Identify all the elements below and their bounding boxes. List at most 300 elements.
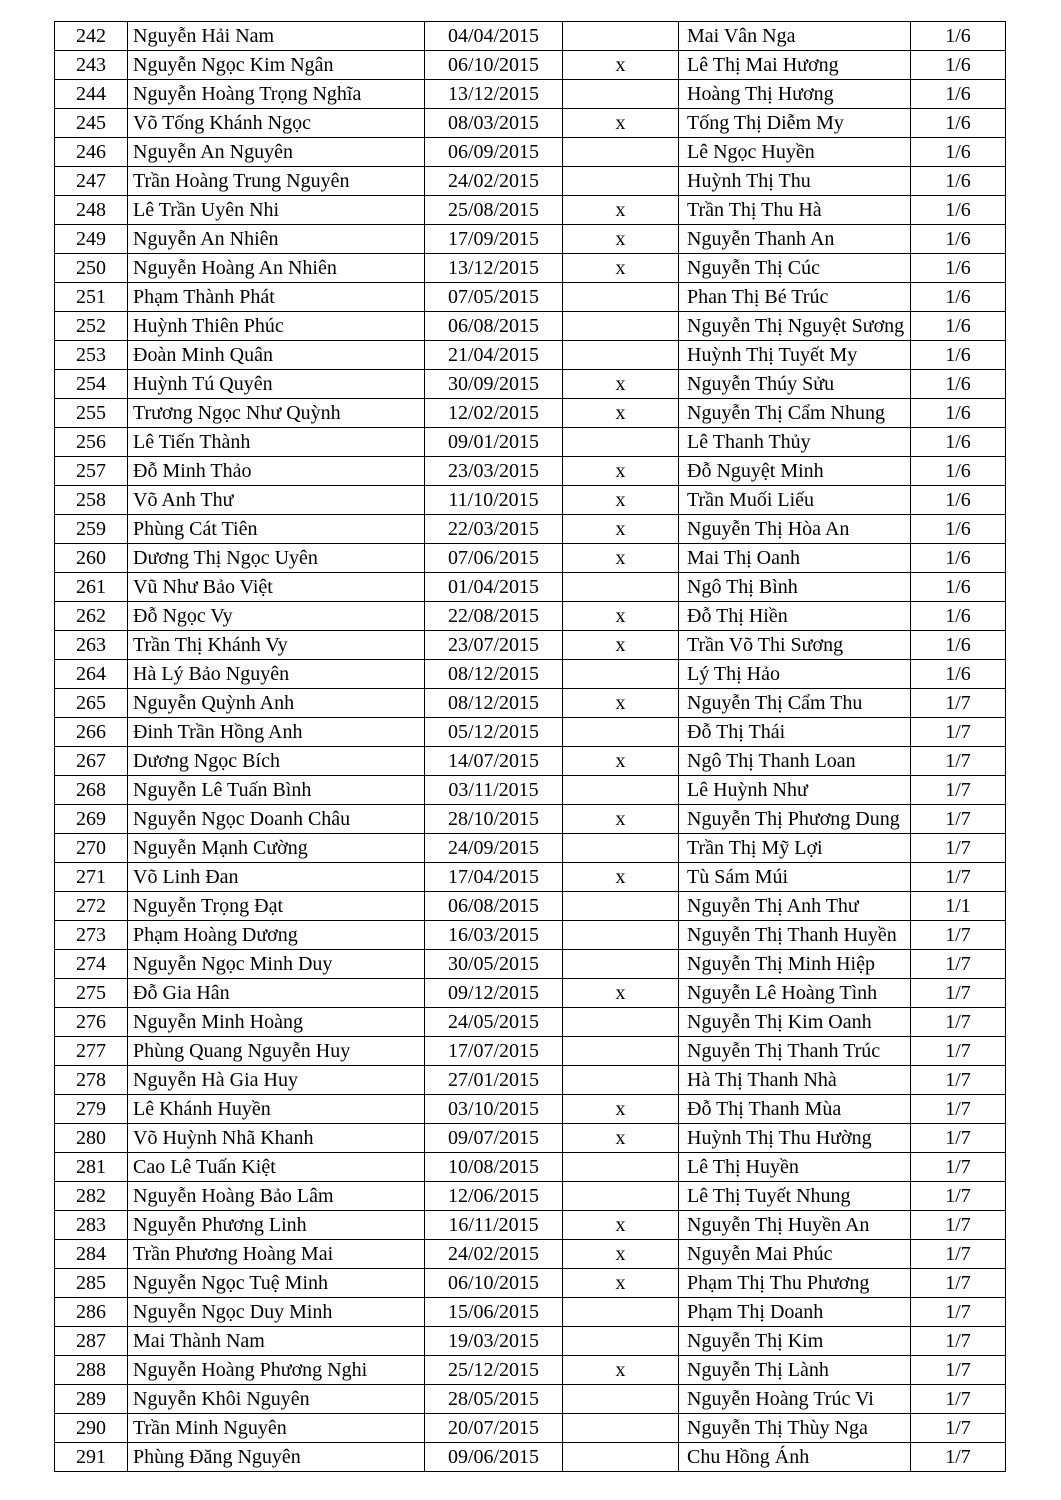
parent-name: Lê Thanh Thủy (679, 428, 911, 457)
table-row (55, 457, 1006, 486)
birth-date: 24/02/2015 (425, 167, 563, 196)
table-row (55, 515, 1006, 544)
table-row (55, 167, 1006, 196)
parent-name: Mai Thị Oanh (679, 544, 911, 573)
parent-name: Nguyễn Thị Thanh Trúc (679, 1037, 911, 1066)
row-number: 255 (55, 399, 128, 428)
student-name: Đỗ Gia Hân (128, 979, 425, 1008)
student-name: Phùng Đăng Nguyên (128, 1443, 425, 1472)
row-number: 267 (55, 747, 128, 776)
row-number: 253 (55, 341, 128, 370)
birth-date: 08/03/2015 (425, 109, 563, 138)
row-number: 265 (55, 689, 128, 718)
female-mark: x (563, 602, 679, 631)
table-row (55, 689, 1006, 718)
birth-date: 16/03/2015 (425, 921, 563, 950)
class-name: 1/7 (911, 1269, 1006, 1298)
row-number: 287 (55, 1327, 128, 1356)
student-name: Trần Thị Khánh Vy (128, 631, 425, 660)
female-mark (563, 1443, 679, 1472)
birth-date: 22/08/2015 (425, 602, 563, 631)
row-number: 257 (55, 457, 128, 486)
female-mark (563, 312, 679, 341)
class-name: 1/7 (911, 747, 1006, 776)
parent-name: Huỳnh Thị Thu (679, 167, 911, 196)
parent-name: Lê Thị Huyền (679, 1153, 911, 1182)
birth-date: 09/07/2015 (425, 1124, 563, 1153)
birth-date: 06/08/2015 (425, 312, 563, 341)
student-name: Nguyễn Hoàng Trọng Nghĩa (128, 80, 425, 109)
parent-name: Nguyễn Mai Phúc (679, 1240, 911, 1269)
row-number: 242 (55, 22, 128, 51)
birth-date: 25/12/2015 (425, 1356, 563, 1385)
female-mark (563, 660, 679, 689)
parent-name: Lê Thị Tuyết Nhung (679, 1182, 911, 1211)
birth-date: 12/02/2015 (425, 399, 563, 428)
class-name: 1/6 (911, 573, 1006, 602)
class-name: 1/7 (911, 1298, 1006, 1327)
row-number: 245 (55, 109, 128, 138)
row-number: 256 (55, 428, 128, 457)
row-number: 284 (55, 1240, 128, 1269)
female-mark: x (563, 1095, 679, 1124)
female-mark: x (563, 109, 679, 138)
parent-name: Nguyễn Hoàng Trúc Vi (679, 1385, 911, 1414)
row-number: 288 (55, 1356, 128, 1385)
student-name: Đinh Trần Hồng Anh (128, 718, 425, 747)
student-name: Trần Minh Nguyên (128, 1414, 425, 1443)
student-name: Trần Hoàng Trung Nguyên (128, 167, 425, 196)
parent-name: Đỗ Nguyệt Minh (679, 457, 911, 486)
class-name: 1/6 (911, 312, 1006, 341)
table-row (55, 544, 1006, 573)
birth-date: 27/01/2015 (425, 1066, 563, 1095)
parent-name: Lê Ngọc Huyền (679, 138, 911, 167)
row-number: 254 (55, 370, 128, 399)
parent-name: Trần Thị Thu Hà (679, 196, 911, 225)
table-row (55, 138, 1006, 167)
student-name: Nguyễn Lê Tuấn Bình (128, 776, 425, 805)
table-row (55, 1095, 1006, 1124)
student-name: Nguyễn Hoàng An Nhiên (128, 254, 425, 283)
class-name: 1/6 (911, 225, 1006, 254)
row-number: 286 (55, 1298, 128, 1327)
birth-date: 23/03/2015 (425, 457, 563, 486)
class-name: 1/6 (911, 544, 1006, 573)
parent-name: Chu Hồng Ánh (679, 1443, 911, 1472)
class-name: 1/7 (911, 1211, 1006, 1240)
female-mark (563, 1066, 679, 1095)
class-name: 1/7 (911, 1066, 1006, 1095)
student-name: Nguyễn Trọng Đạt (128, 892, 425, 921)
parent-name: Nguyễn Thị Cẩm Nhung (679, 399, 911, 428)
birth-date: 06/08/2015 (425, 892, 563, 921)
female-mark (563, 341, 679, 370)
row-number: 268 (55, 776, 128, 805)
student-name: Cao Lê Tuấn Kiệt (128, 1153, 425, 1182)
row-number: 289 (55, 1385, 128, 1414)
table-row (55, 80, 1006, 109)
female-mark (563, 1414, 679, 1443)
birth-date: 28/10/2015 (425, 805, 563, 834)
class-name: 1/7 (911, 776, 1006, 805)
row-number: 283 (55, 1211, 128, 1240)
birth-date: 03/10/2015 (425, 1095, 563, 1124)
birth-date: 19/03/2015 (425, 1327, 563, 1356)
female-mark: x (563, 196, 679, 225)
birth-date: 25/08/2015 (425, 196, 563, 225)
class-name: 1/7 (911, 950, 1006, 979)
parent-name: Hà Thị Thanh Nhà (679, 1066, 911, 1095)
student-name: Huỳnh Tú Quyên (128, 370, 425, 399)
table-row (55, 486, 1006, 515)
row-number: 246 (55, 138, 128, 167)
row-number: 290 (55, 1414, 128, 1443)
table-row (55, 660, 1006, 689)
female-mark: x (563, 1240, 679, 1269)
birth-date: 06/09/2015 (425, 138, 563, 167)
parent-name: Trần Thị Mỹ Lợi (679, 834, 911, 863)
table-row (55, 1327, 1006, 1356)
student-name: Lê Trần Uyên Nhi (128, 196, 425, 225)
birth-date: 24/05/2015 (425, 1008, 563, 1037)
birth-date: 07/06/2015 (425, 544, 563, 573)
table-row (55, 51, 1006, 80)
birth-date: 09/12/2015 (425, 979, 563, 1008)
table-row (55, 631, 1006, 660)
table-row (55, 863, 1006, 892)
student-name: Nguyễn Quỳnh Anh (128, 689, 425, 718)
birth-date: 07/05/2015 (425, 283, 563, 312)
female-mark: x (563, 689, 679, 718)
parent-name: Nguyễn Thị Huyền An (679, 1211, 911, 1240)
female-mark: x (563, 515, 679, 544)
student-name: Nguyễn Ngọc Duy Minh (128, 1298, 425, 1327)
table-row (55, 1211, 1006, 1240)
class-name: 1/6 (911, 283, 1006, 312)
table-row (55, 225, 1006, 254)
table-row (55, 1356, 1006, 1385)
roster-body (55, 22, 1006, 1472)
female-mark (563, 834, 679, 863)
class-name: 1/6 (911, 457, 1006, 486)
row-number: 271 (55, 863, 128, 892)
class-name: 1/7 (911, 979, 1006, 1008)
female-mark: x (563, 399, 679, 428)
female-mark (563, 22, 679, 51)
class-name: 1/6 (911, 660, 1006, 689)
female-mark: x (563, 51, 679, 80)
parent-name: Đỗ Thị Thái (679, 718, 911, 747)
table-row (55, 805, 1006, 834)
class-name: 1/7 (911, 834, 1006, 863)
parent-name: Nguyễn Thị Kim (679, 1327, 911, 1356)
birth-date: 09/01/2015 (425, 428, 563, 457)
female-mark: x (563, 631, 679, 660)
class-name: 1/7 (911, 1443, 1006, 1472)
row-number: 263 (55, 631, 128, 660)
class-name: 1/6 (911, 341, 1006, 370)
birth-date: 24/02/2015 (425, 1240, 563, 1269)
student-name: Huỳnh Thiên Phúc (128, 312, 425, 341)
table-row (55, 341, 1006, 370)
row-number: 261 (55, 573, 128, 602)
table-row (55, 109, 1006, 138)
row-number: 273 (55, 921, 128, 950)
class-name: 1/7 (911, 1385, 1006, 1414)
row-number: 243 (55, 51, 128, 80)
female-mark (563, 80, 679, 109)
birth-date: 09/06/2015 (425, 1443, 563, 1472)
row-number: 269 (55, 805, 128, 834)
parent-name: Nguyễn Thị Lành (679, 1356, 911, 1385)
birth-date: 17/07/2015 (425, 1037, 563, 1066)
class-name: 1/7 (911, 1008, 1006, 1037)
parent-name: Tù Sám Múi (679, 863, 911, 892)
student-name: Võ Huỳnh Nhã Khanh (128, 1124, 425, 1153)
female-mark (563, 1037, 679, 1066)
student-name: Đoàn Minh Quân (128, 341, 425, 370)
student-name: Trần Phương Hoàng Mai (128, 1240, 425, 1269)
female-mark (563, 776, 679, 805)
female-mark (563, 892, 679, 921)
birth-date: 15/06/2015 (425, 1298, 563, 1327)
table-row (55, 1240, 1006, 1269)
student-name: Nguyễn Ngọc Minh Duy (128, 950, 425, 979)
student-name: Phùng Cát Tiên (128, 515, 425, 544)
student-name: Võ Anh Thư (128, 486, 425, 515)
row-number: 274 (55, 950, 128, 979)
row-number: 259 (55, 515, 128, 544)
female-mark (563, 1327, 679, 1356)
table-row (55, 1037, 1006, 1066)
class-name: 1/1 (911, 892, 1006, 921)
student-name: Vũ Như Bảo Việt (128, 573, 425, 602)
class-name: 1/6 (911, 167, 1006, 196)
table-row (55, 1124, 1006, 1153)
student-name: Nguyễn Phương Linh (128, 1211, 425, 1240)
birth-date: 24/09/2015 (425, 834, 563, 863)
birth-date: 08/12/2015 (425, 689, 563, 718)
parent-name: Nguyễn Lê Hoàng Tình (679, 979, 911, 1008)
student-name: Nguyễn Khôi Nguyên (128, 1385, 425, 1414)
birth-date: 20/07/2015 (425, 1414, 563, 1443)
student-name: Dương Ngọc Bích (128, 747, 425, 776)
table-row (55, 602, 1006, 631)
parent-name: Lê Thị Mai Hương (679, 51, 911, 80)
row-number: 252 (55, 312, 128, 341)
parent-name: Lê Huỳnh Như (679, 776, 911, 805)
female-mark (563, 718, 679, 747)
student-name: Đỗ Minh Thảo (128, 457, 425, 486)
student-name: Hà Lý Bảo Nguyên (128, 660, 425, 689)
parent-name: Phan Thị Bé Trúc (679, 283, 911, 312)
female-mark: x (563, 544, 679, 573)
row-number: 270 (55, 834, 128, 863)
class-name: 1/7 (911, 718, 1006, 747)
class-name: 1/6 (911, 370, 1006, 399)
birth-date: 05/12/2015 (425, 718, 563, 747)
birth-date: 08/12/2015 (425, 660, 563, 689)
class-name: 1/7 (911, 1124, 1006, 1153)
class-name: 1/6 (911, 109, 1006, 138)
table-row (55, 1153, 1006, 1182)
student-name: Trương Ngọc Như Quỳnh (128, 399, 425, 428)
parent-name: Ngô Thị Thanh Loan (679, 747, 911, 776)
class-name: 1/7 (911, 1153, 1006, 1182)
row-number: 275 (55, 979, 128, 1008)
female-mark: x (563, 457, 679, 486)
birth-date: 12/06/2015 (425, 1182, 563, 1211)
class-name: 1/7 (911, 1356, 1006, 1385)
birth-date: 30/05/2015 (425, 950, 563, 979)
student-name: Nguyễn An Nguyên (128, 138, 425, 167)
parent-name: Nguyễn Thị Cúc (679, 254, 911, 283)
parent-name: Hoàng Thị Hương (679, 80, 911, 109)
table-row (55, 573, 1006, 602)
class-name: 1/6 (911, 254, 1006, 283)
student-name: Nguyễn An Nhiên (128, 225, 425, 254)
birth-date: 23/07/2015 (425, 631, 563, 660)
student-name: Nguyễn Hà Gia Huy (128, 1066, 425, 1095)
parent-name: Huỳnh Thị Thu Hường (679, 1124, 911, 1153)
parent-name: Nguyễn Thị Cẩm Thu (679, 689, 911, 718)
student-name: Dương Thị Ngọc Uyên (128, 544, 425, 573)
parent-name: Tống Thị Diễm My (679, 109, 911, 138)
student-name: Nguyễn Minh Hoàng (128, 1008, 425, 1037)
row-number: 250 (55, 254, 128, 283)
female-mark: x (563, 1124, 679, 1153)
parent-name: Nguyễn Thị Nguyệt Sương (679, 312, 911, 341)
parent-name: Nguyễn Thị Thùy Nga (679, 1414, 911, 1443)
parent-name: Nguyễn Thị Anh Thư (679, 892, 911, 921)
female-mark: x (563, 1356, 679, 1385)
table-row (55, 1443, 1006, 1472)
row-number: 285 (55, 1269, 128, 1298)
class-name: 1/6 (911, 196, 1006, 225)
parent-name: Trần Võ Thi Sương (679, 631, 911, 660)
birth-date: 30/09/2015 (425, 370, 563, 399)
birth-date: 17/04/2015 (425, 863, 563, 892)
female-mark: x (563, 863, 679, 892)
female-mark (563, 573, 679, 602)
student-roster-table (54, 21, 1006, 1472)
table-row (55, 370, 1006, 399)
parent-name: Đỗ Thị Thanh Mùa (679, 1095, 911, 1124)
female-mark: x (563, 225, 679, 254)
class-name: 1/6 (911, 515, 1006, 544)
class-name: 1/7 (911, 921, 1006, 950)
birth-date: 16/11/2015 (425, 1211, 563, 1240)
row-number: 278 (55, 1066, 128, 1095)
table-row (55, 834, 1006, 863)
birth-date: 10/08/2015 (425, 1153, 563, 1182)
table-row (55, 283, 1006, 312)
student-name: Phùng Quang Nguyễn Huy (128, 1037, 425, 1066)
table-row (55, 399, 1006, 428)
class-name: 1/7 (911, 1182, 1006, 1211)
row-number: 247 (55, 167, 128, 196)
student-name: Nguyễn Ngọc Doanh Châu (128, 805, 425, 834)
parent-name: Nguyễn Thị Kim Oanh (679, 1008, 911, 1037)
female-mark: x (563, 747, 679, 776)
female-mark (563, 1182, 679, 1211)
student-name: Nguyễn Hoàng Phương Nghi (128, 1356, 425, 1385)
female-mark (563, 1153, 679, 1182)
table-row (55, 747, 1006, 776)
table-row (55, 892, 1006, 921)
table-row (55, 1385, 1006, 1414)
class-name: 1/7 (911, 805, 1006, 834)
female-mark (563, 921, 679, 950)
class-name: 1/7 (911, 1095, 1006, 1124)
parent-name: Nguyễn Thị Phương Dung (679, 805, 911, 834)
parent-name: Phạm Thị Doanh (679, 1298, 911, 1327)
parent-name: Nguyễn Thanh An (679, 225, 911, 254)
female-mark: x (563, 254, 679, 283)
female-mark (563, 167, 679, 196)
female-mark (563, 1385, 679, 1414)
female-mark (563, 138, 679, 167)
birth-date: 11/10/2015 (425, 486, 563, 515)
parent-name: Nguyễn Thị Minh Hiệp (679, 950, 911, 979)
female-mark: x (563, 1269, 679, 1298)
female-mark: x (563, 1211, 679, 1240)
birth-date: 06/10/2015 (425, 51, 563, 80)
parent-name: Phạm Thị Thu Phương (679, 1269, 911, 1298)
table-row (55, 1414, 1006, 1443)
female-mark: x (563, 486, 679, 515)
row-number: 277 (55, 1037, 128, 1066)
table-row (55, 1008, 1006, 1037)
row-number: 262 (55, 602, 128, 631)
class-name: 1/6 (911, 602, 1006, 631)
student-name: Nguyễn Mạnh Cường (128, 834, 425, 863)
class-name: 1/6 (911, 486, 1006, 515)
birth-date: 21/04/2015 (425, 341, 563, 370)
student-name: Võ Tống Khánh Ngọc (128, 109, 425, 138)
class-name: 1/7 (911, 689, 1006, 718)
class-name: 1/6 (911, 428, 1006, 457)
parent-name: Huỳnh Thị Tuyết My (679, 341, 911, 370)
class-name: 1/7 (911, 1240, 1006, 1269)
student-name: Phạm Thành Phát (128, 283, 425, 312)
student-name: Nguyễn Hải Nam (128, 22, 425, 51)
row-number: 248 (55, 196, 128, 225)
parent-name: Nguyễn Thúy Sửu (679, 370, 911, 399)
female-mark: x (563, 370, 679, 399)
student-name: Đỗ Ngọc Vy (128, 602, 425, 631)
female-mark: x (563, 979, 679, 1008)
birth-date: 06/10/2015 (425, 1269, 563, 1298)
row-number: 258 (55, 486, 128, 515)
row-number: 276 (55, 1008, 128, 1037)
row-number: 291 (55, 1443, 128, 1472)
table-row (55, 312, 1006, 341)
table-row (55, 22, 1006, 51)
student-name: Nguyễn Ngọc Tuệ Minh (128, 1269, 425, 1298)
parent-name: Ngô Thị Bình (679, 573, 911, 602)
row-number: 266 (55, 718, 128, 747)
row-number: 282 (55, 1182, 128, 1211)
student-name: Phạm Hoàng Dương (128, 921, 425, 950)
class-name: 1/7 (911, 1037, 1006, 1066)
table-row (55, 718, 1006, 747)
table-row (55, 1298, 1006, 1327)
birth-date: 17/09/2015 (425, 225, 563, 254)
student-name: Lê Tiến Thành (128, 428, 425, 457)
parent-name: Lý Thị Hảo (679, 660, 911, 689)
